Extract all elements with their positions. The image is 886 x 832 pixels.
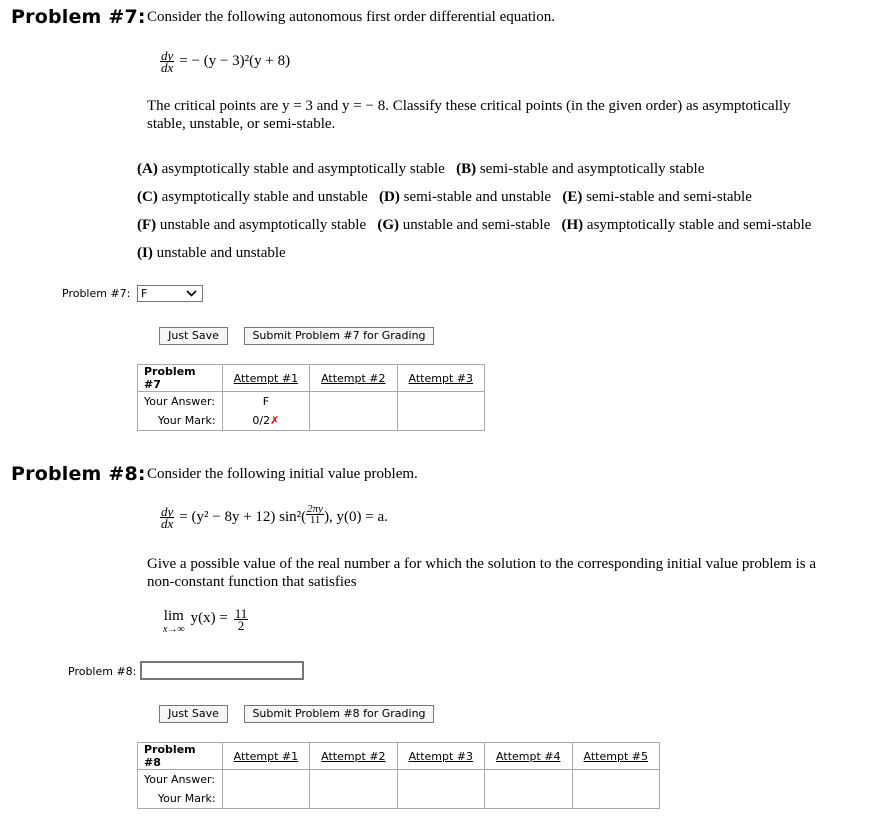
choice-row-3 (137, 217, 811, 234)
problem-8-equation (160, 502, 388, 532)
choice-e-key: (E) (562, 189, 583, 205)
choice-c-key: (C) (137, 189, 158, 205)
eq-denominator: dx (161, 59, 174, 75)
eq-rhs-a: = (y² − 8y + 12) sin²( (179, 508, 307, 525)
table-header: Problem #7 (138, 365, 223, 392)
attempt-5-link[interactable]: Attempt #5 (583, 749, 648, 763)
lim-subscript: x→∞ (163, 624, 185, 635)
attempt-3-link[interactable]: Attempt #3 (408, 749, 474, 763)
choice-f: unstable and asymptotically stable (159, 217, 367, 233)
problem-8-intro: Consider the following initial value problem. (147, 466, 418, 482)
choice-a: asymptotically stable and asymptotically stable (161, 161, 445, 177)
your-mark-label: Your Mark: (138, 411, 223, 431)
eq-numerator: dy (161, 503, 174, 519)
problem-7-text-line2: stable, unstable, or semi-stable. (147, 116, 336, 132)
attempt-3-link[interactable]: Attempt #3 (408, 371, 473, 385)
problem-7-just-save-button[interactable]: Just Save (159, 327, 228, 345)
incorrect-x-icon: ✗ (270, 414, 280, 427)
problem-8-submit-button[interactable]: Submit Problem #8 for Grading (244, 705, 434, 723)
problem-7-text (147, 97, 882, 133)
attempt-4-link[interactable]: Attempt #4 (496, 749, 561, 763)
chevron-down-icon (186, 290, 197, 297)
attempt-1-answer: F (262, 395, 270, 408)
choice-d: semi-stable and unstable (403, 189, 552, 205)
eq-rhs: = − (y − 3)²(y + 8) (179, 52, 291, 69)
inner-numerator: 2πy (307, 502, 324, 515)
problem-7-answer-label: Problem #7: (62, 287, 131, 300)
problem-8-text-line1: Give a possible value of the real number a for which the solution to the corresponding initial value problem is a (147, 556, 816, 572)
problem-8-title: Problem #8: (11, 463, 146, 485)
lim-numerator: 11 (234, 605, 248, 621)
choice-c: asymptotically stable and unstable (161, 189, 368, 205)
choice-a-key: (A) (137, 161, 158, 177)
problem-7-equation (160, 46, 290, 76)
lim-denominator: 2 (237, 617, 245, 633)
choice-b-key: (B) (456, 161, 477, 177)
problem-7-submit-button[interactable]: Submit Problem #7 for Grading (244, 327, 434, 345)
choice-row-1 (137, 161, 704, 178)
eq-denominator: dx (161, 515, 174, 531)
problem-7-answer-select[interactable] (137, 285, 203, 302)
choice-e: semi-stable and semi-stable (586, 189, 752, 205)
table-header: Problem #8 (138, 743, 223, 770)
eq-rhs-b: ), y(0) = a. (324, 508, 388, 525)
choice-i-key: (I) (137, 245, 153, 261)
attempt-1-mark (229, 411, 303, 430)
attempt-1-link[interactable]: Attempt #1 (233, 749, 299, 763)
your-answer-label: Your Answer: (138, 392, 223, 412)
problem-7-intro: Consider the following autonomous first order differential equation. (147, 9, 555, 25)
eq-numerator: dy (161, 47, 174, 63)
problem-8-text-line2: non-constant function that satisfies (147, 574, 357, 590)
choice-row-4 (137, 245, 286, 262)
your-answer-label: Your Answer: (138, 770, 223, 790)
choice-row-2 (137, 189, 752, 206)
choice-i: unstable and unstable (156, 245, 286, 261)
problem-8-limit (163, 606, 248, 640)
lim-expression: y(x) = (190, 609, 228, 626)
problem-8-answer-input[interactable] (140, 661, 304, 680)
problem-7-title: Problem #7: (11, 6, 146, 28)
choice-b: semi-stable and asymptotically stable (479, 161, 705, 177)
choice-g: unstable and semi-stable (402, 217, 551, 233)
attempt-2-link[interactable]: Attempt #2 (321, 371, 386, 385)
selected-value: F (141, 287, 148, 300)
problem-8-text (147, 555, 882, 591)
attempt-1-link[interactable]: Attempt #1 (233, 371, 299, 385)
attempt-2-link[interactable]: Attempt #2 (321, 749, 386, 763)
choice-h: asymptotically stable and semi-stable (586, 217, 812, 233)
choice-d-key: (D) (379, 189, 400, 205)
problem-8-just-save-button[interactable]: Just Save (159, 705, 228, 723)
your-mark-label: Your Mark: (138, 789, 223, 809)
problem-8-answer-label: Problem #8: (68, 665, 137, 678)
inner-denominator: 11 (309, 513, 321, 526)
problem-7-text-line1: The critical points are y = 3 and y = − 8. Classify these critical points (in the given order) as asymptotically (147, 98, 791, 114)
mark-value: 0/2 (252, 414, 271, 427)
lim-word: lim (163, 608, 184, 624)
problem-8-attempts-table (137, 742, 660, 809)
choice-f-key: (F) (137, 217, 157, 233)
choice-g-key: (G) (377, 217, 400, 233)
problem-7-attempts-table (137, 364, 485, 431)
choice-h-key: (H) (561, 217, 584, 233)
